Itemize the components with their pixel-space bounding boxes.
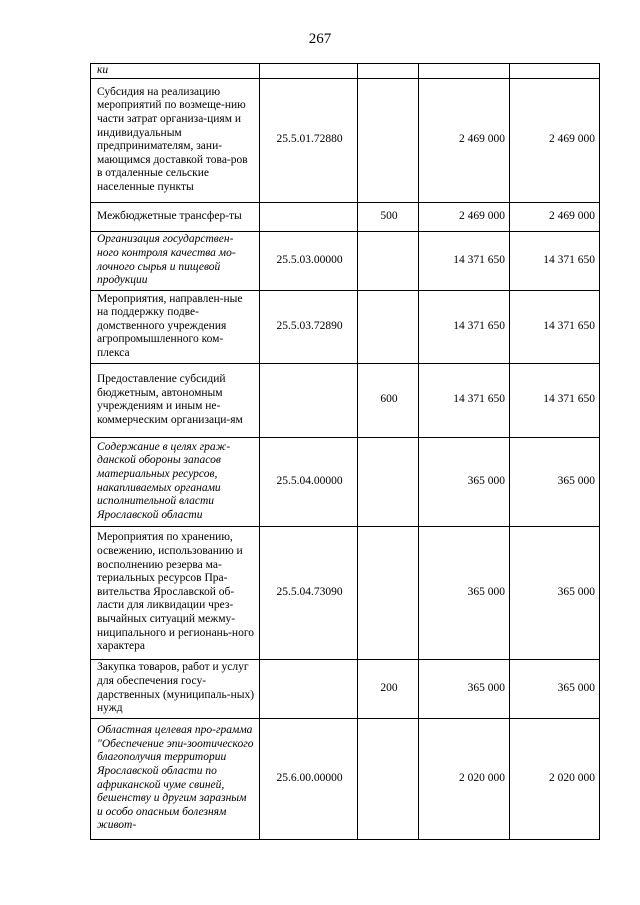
table-row: [91, 526, 600, 659]
row-code: 25.5.04.00000: [260, 437, 358, 526]
row-name: Межбюджетные трансфер-ты: [91, 202, 260, 231]
row-name: Мероприятия, направлен-ные на поддержку подве-домственного учреждения агропромышленного ком-плекса: [91, 290, 260, 363]
row-name: Областная целевая про-грамма "Обеспечение эпи-зоотического благополучия территории Ярославской области по африканской чуме свиней, бешенству и другим заразным и особо опасным болезням живот-: [91, 718, 260, 839]
table-row: [91, 78, 600, 202]
row-amount-2: [510, 64, 600, 79]
row-amount-1: 365 000: [419, 659, 510, 718]
row-type: 500: [358, 202, 419, 231]
row-code: 25.5.03.72890: [260, 290, 358, 363]
row-name: Мероприятия по хранению, освежению, использованию и восполнению резерва ма-териальных ресурсов Пра-вительства Ярославской об-ласти для ликвидации чрез-вычайных ситуаций межму-ниципального и регионань-ного характера: [91, 526, 260, 659]
table-row: [91, 64, 600, 79]
row-amount-1: 365 000: [419, 437, 510, 526]
row-amount-1: 14 371 650: [419, 290, 510, 363]
row-name: Содержание в целях граж-данской обороны запасов материальных ресурсов, накапливаемых органами исполнительной власти Ярославской области: [91, 437, 260, 526]
table-row: [91, 231, 600, 290]
row-type: [358, 231, 419, 290]
row-type: 600: [358, 363, 419, 437]
row-amount-2: 2 469 000: [510, 78, 600, 202]
row-amount-1: 2 469 000: [419, 78, 510, 202]
row-code: 25.5.04.73090: [260, 526, 358, 659]
row-type: 200: [358, 659, 419, 718]
table-row: [91, 437, 600, 526]
row-amount-2: 2 020 000: [510, 718, 600, 839]
table-row: [91, 659, 600, 718]
row-code: 25.5.03.00000: [260, 231, 358, 290]
row-name: Организация государствен-ного контроля качества мо-лочного сырья и пищевой продукции: [91, 231, 260, 290]
row-type: [358, 718, 419, 839]
row-amount-1: 14 371 650: [419, 231, 510, 290]
table-row: [91, 290, 600, 363]
table-row: [91, 718, 600, 839]
row-amount-1: 14 371 650: [419, 363, 510, 437]
row-amount-2: 14 371 650: [510, 363, 600, 437]
row-amount-1: 2 020 000: [419, 718, 510, 839]
row-type: [358, 437, 419, 526]
row-amount-2: 365 000: [510, 526, 600, 659]
row-code: [260, 363, 358, 437]
row-type: [358, 526, 419, 659]
budget-table: [90, 63, 600, 840]
row-amount-2: 14 371 650: [510, 290, 600, 363]
row-amount-2: 365 000: [510, 437, 600, 526]
row-code: [260, 659, 358, 718]
row-amount-2: 2 469 000: [510, 202, 600, 231]
row-code: 25.5.01.72880: [260, 78, 358, 202]
table-row: [91, 202, 600, 231]
row-amount-1: 365 000: [419, 526, 510, 659]
row-code: [260, 202, 358, 231]
row-type: [358, 290, 419, 363]
row-code: [260, 64, 358, 79]
row-amount-2: 365 000: [510, 659, 600, 718]
row-name: Субсидия на реализацию мероприятий по возмеще-нию части затрат организа-циям и индивидуальным предпринимателям, зани-мающимся доставкой това-ров в отдаленные сельские населенные пункты: [91, 78, 260, 202]
row-name: Предоставление субсидий бюджетным, автономным учреждениям и иным не-коммерческим организаци-ям: [91, 363, 260, 437]
row-type: [358, 78, 419, 202]
row-amount-1: 2 469 000: [419, 202, 510, 231]
table-row: [91, 363, 600, 437]
row-amount-2: 14 371 650: [510, 231, 600, 290]
row-type: [358, 64, 419, 79]
page-number: 267: [308, 31, 332, 47]
row-name: ки: [91, 64, 260, 79]
row-name: Закупка товаров, работ и услуг для обеспечения госу-дарственных (муниципаль-ных) нужд: [91, 659, 260, 718]
row-amount-1: [419, 64, 510, 79]
row-code: 25.6.00.00000: [260, 718, 358, 839]
